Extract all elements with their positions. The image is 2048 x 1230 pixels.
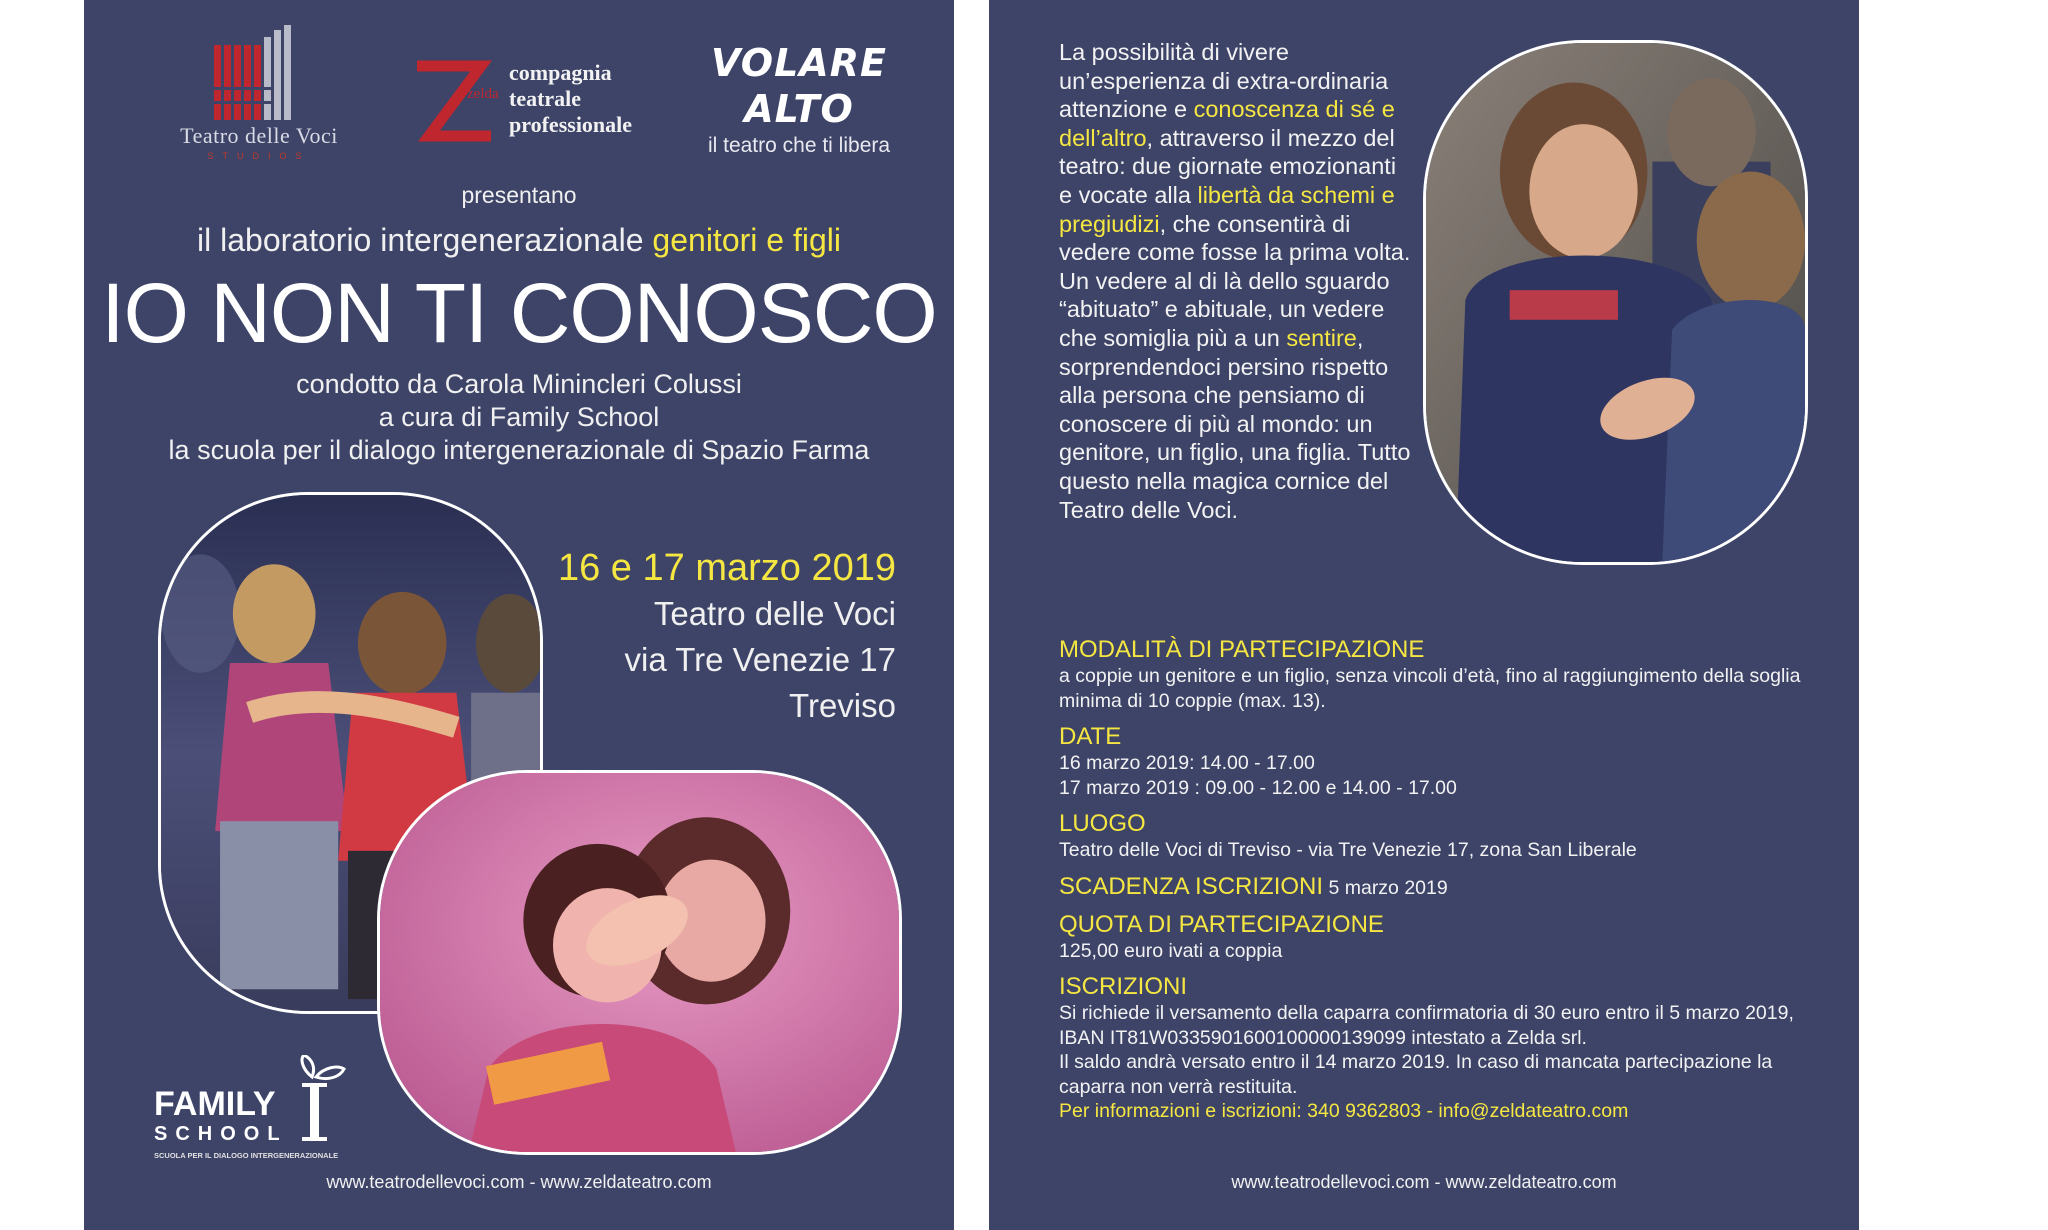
family-school-word1: FAMILY [154, 1085, 276, 1123]
zelda-mark-text: zelda [467, 86, 499, 102]
family-school-subtitle: SCUOLA PER IL DIALOGO INTERGENERAZIONALE [154, 1151, 339, 1160]
laboratorio-subtitle [84, 222, 954, 259]
section-heading: DATE [1059, 723, 1122, 750]
section-heading: SCADENZA ISCRIZIONI [1059, 872, 1324, 900]
photo-instructor-with-child [1423, 40, 1808, 565]
volare-alto-tagline: il teatro che ti libera [707, 134, 891, 157]
section-body: Il saldo andrà versato entro il 14 marzo 2019. In caso di mancata partecipazione la caparra non verrà restituita. [1059, 1051, 1773, 1098]
section-body: 125,00 euro ivati a coppia [1059, 939, 1283, 962]
intro-text: La possibilità di vivere un’esperienza di extra-ordinaria attenzione e [1059, 39, 1389, 123]
section-body: Teatro delle Voci di Treviso - via Tre Venezie 17, zona San Liberale [1059, 839, 1637, 861]
credits-line: condotto da Carola Minincleri Colussi [296, 369, 742, 399]
zelda-tagline [509, 60, 632, 138]
section-heading: QUOTA DI PARTECIPAZIONE [1059, 910, 1384, 938]
intro-text: , sorprendendoci persino rispetto alla persona che pensiamo di conoscere di più al mondo: un genitore, un figlio, una figlia. Tutto questo nella magica cornice del Teatro delle Voci. [1059, 324, 1411, 523]
event-address: via Tre Venezie 17 [624, 641, 896, 678]
volare-alto-logo [684, 40, 914, 160]
intro-text: , che consentirà di vedere come fosse la prima volta. [1059, 210, 1411, 266]
presentano-text: presentano [461, 182, 577, 208]
teatro-delle-voci-logo-subtitle: STUDIOS [207, 151, 311, 161]
zelda-tagline-line: professionale [509, 112, 633, 137]
section-inline-value: 5 marzo 2019 [1323, 876, 1448, 899]
event-venue: Teatro delle Voci [653, 595, 896, 632]
zelda-z-icon [409, 58, 504, 143]
intro-highlight: conoscenza di sé e dell’altro [1059, 96, 1395, 151]
section-body: Si richiede il versamento della caparra confirmatoria di 30 euro entro il 5 marzo 2019, IBAN IT81W0335901600100000139099 intestato a Zelda srl. [1059, 1002, 1794, 1049]
family-school-logo [154, 1055, 354, 1160]
laboratorio-highlight: genitori e figli [652, 222, 841, 258]
flyer-front-panel [84, 0, 954, 1230]
intro-highlight: sentire [1286, 324, 1357, 351]
section-iscrizioni [1059, 973, 1839, 1124]
footer-websites: www.teatrodellevoci.com - www.zeldateatro.com [326, 1172, 712, 1192]
credits-block [84, 368, 954, 467]
girls-photo-image [380, 773, 899, 1152]
event-city: Treviso [789, 687, 896, 724]
intro-highlight: libertà da schemi e pregiudizi [1059, 181, 1395, 237]
teatro-delle-voci-logo-text: Teatro delle Voci [180, 123, 338, 148]
section-body: 17 marzo 2019 : 09.00 - 12.00 e 14.00 - 17.00 [1059, 776, 1457, 799]
section-date [1059, 723, 1839, 800]
contact-info: Per informazioni e iscrizioni: 340 9362803 - info@zeldateatro.com [1059, 1100, 1629, 1122]
section-body: a coppie un genitore e un figlio, senza vincoli d’età, fino al raggiungimento della soglia minima di 10 coppie (max. 13). [1059, 665, 1801, 712]
page-title: IO NON TI CONOSCO [101, 266, 937, 360]
event-info [558, 545, 896, 729]
intro-paragraph [1059, 38, 1414, 524]
section-heading: LUOGO [1059, 810, 1146, 837]
footer-websites: www.teatrodellevoci.com - www.zeldateatro.com [1231, 1172, 1617, 1192]
flyer-back-panel [989, 0, 1859, 1230]
zelda-tagline-line: compagnia [509, 60, 612, 85]
zelda-tagline-line: teatrale [509, 86, 582, 111]
teatro-delle-voci-bars-icon [214, 25, 294, 120]
photo-girls-hugging [377, 770, 902, 1155]
credits-line: a cura di Family School [378, 402, 660, 432]
section-quota [1059, 911, 1839, 964]
details-block [1059, 636, 1839, 1134]
family-school-word2: SCHOOL [154, 1123, 288, 1145]
intro-text: Un vedere al di là dello sguardo “abituato” e abituale, un vedere che somiglia più a un [1059, 267, 1390, 351]
event-date: 16 e 17 marzo 2019 [557, 547, 896, 589]
section-scadenza [1059, 873, 1839, 901]
intro-text: , attraverso il mezzo del teatro: due giornate emozionanti e vocate alla [1059, 124, 1397, 208]
credits-line: la scuola per il dialogo intergenerazionale di Spazio Farma [168, 435, 870, 465]
teatro-delle-voci-logo [154, 25, 364, 170]
laboratorio-prefix: il laboratorio intergenerazionale [197, 222, 653, 258]
volare-alto-line2: ALTO [744, 87, 854, 131]
volare-alto-line1: VOLARE [711, 41, 887, 85]
section-heading: MODALITÀ DI PARTECIPAZIONE [1059, 636, 1425, 663]
instructor-photo-image [1426, 43, 1805, 562]
section-modalita [1059, 636, 1839, 713]
section-luogo [1059, 810, 1839, 863]
section-body: 16 marzo 2019: 14.00 - 17.00 [1059, 752, 1315, 774]
family-school-sprout-icon [294, 1055, 349, 1145]
section-heading: ISCRIZIONI [1059, 973, 1188, 1000]
